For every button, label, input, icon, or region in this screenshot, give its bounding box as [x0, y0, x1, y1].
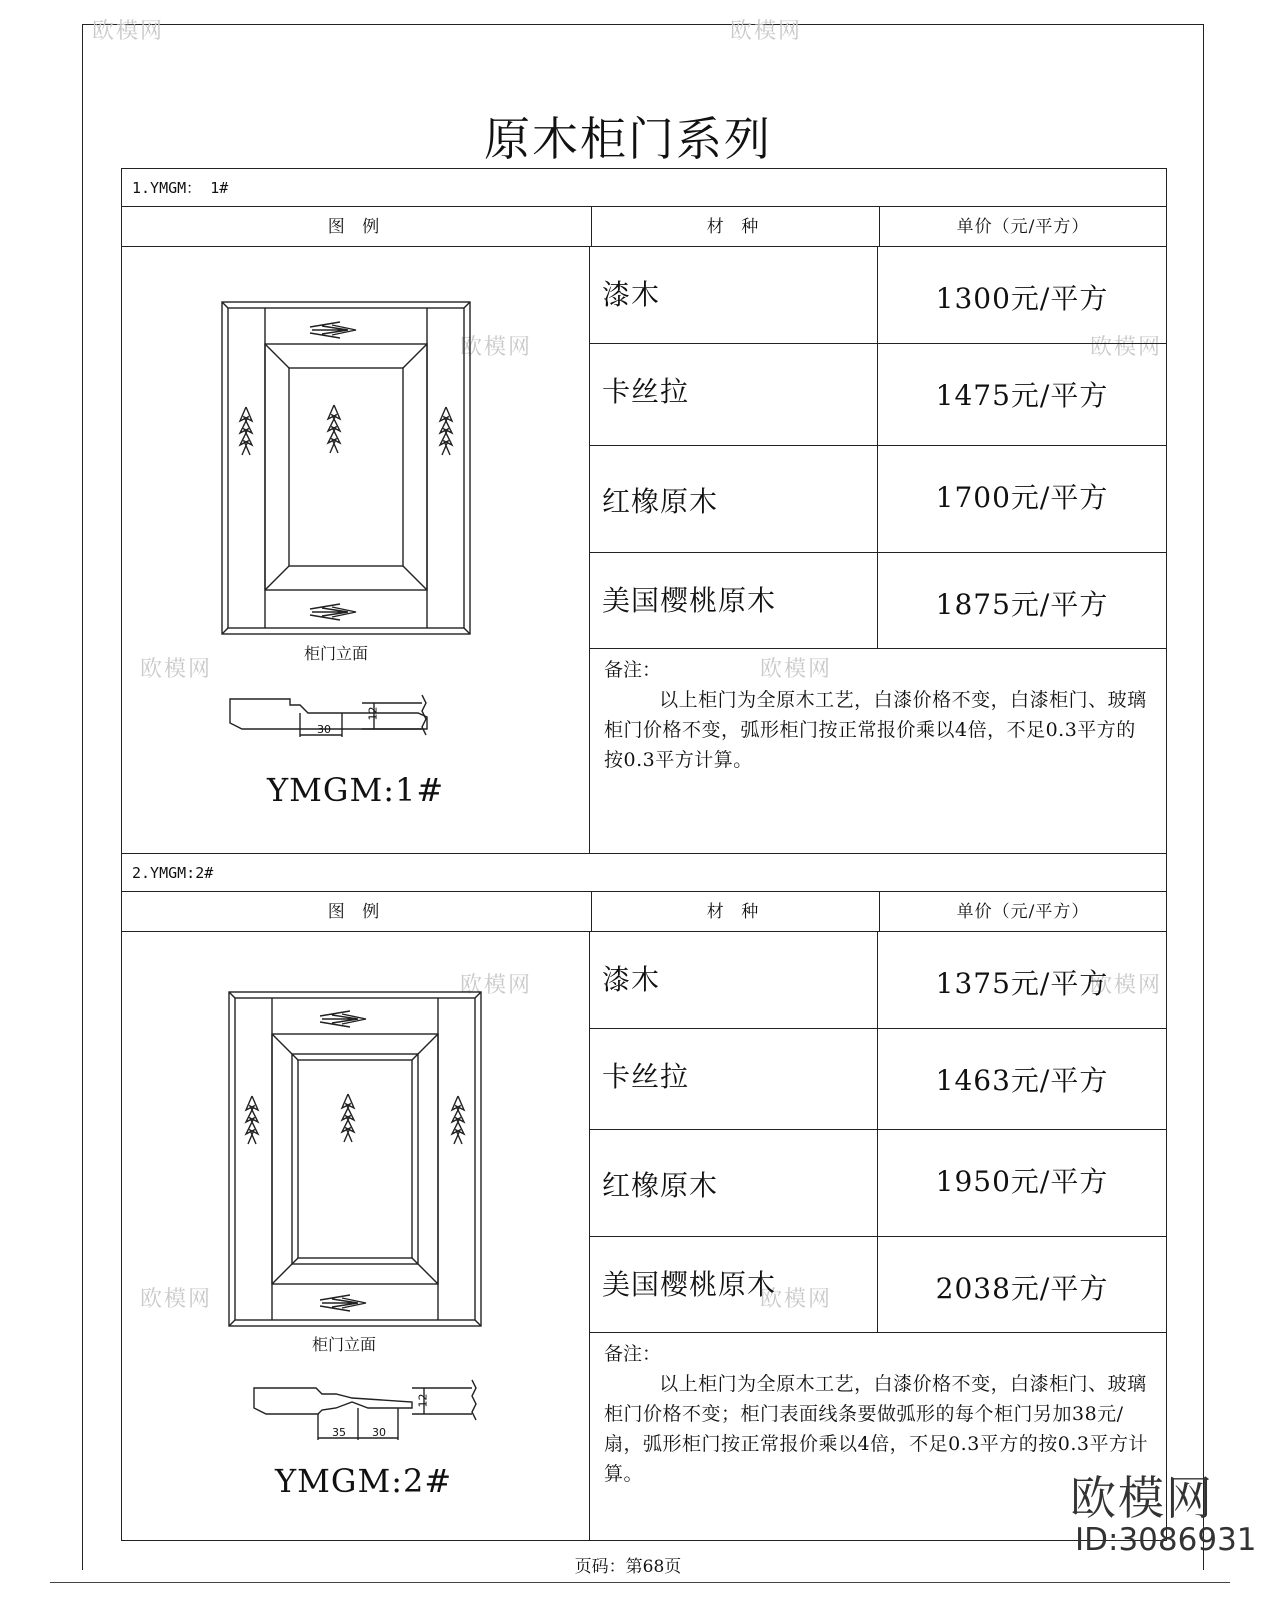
watermark-logo-faint: 欧模网 [1090, 335, 1163, 360]
dimension-label: 12 [366, 706, 380, 721]
material-name: 美国樱桃原木 [590, 553, 878, 648]
material-price: 1375元/平方 [935, 967, 1109, 1000]
watermark-id: ID:3086931 [1075, 1522, 1257, 1558]
price-row [590, 344, 1166, 446]
material-price: 1700元/平方 [935, 481, 1109, 514]
dimension-label: 12 [416, 1393, 430, 1408]
page-number: 页码：第68页 [574, 1557, 682, 1577]
material-price: 1475元/平方 [935, 379, 1109, 412]
section-label: 2.YMGM:2# [122, 854, 1166, 892]
note-text: 以上柜门为全原木工艺，白漆价格不变，白漆柜门、玻璃柜门价格不变；柜门表面线条要做弧形的每个柜门另加38元/扇，弧形柜门按正常报价乘以4倍，不足0.3平方的按0.3平方计算。 [604, 1373, 1149, 1485]
header-price: 单价（元/平方） [956, 902, 1090, 922]
price-row [590, 247, 1166, 344]
dimension-label: 30 [317, 723, 331, 736]
figure-cell [122, 247, 590, 853]
note-block [590, 649, 1166, 781]
figure-caption: 柜门立面 [304, 644, 369, 663]
material-name: 卡丝拉 [590, 1029, 878, 1129]
watermark-logo: 欧模网 [1070, 1471, 1214, 1525]
header-figure: 图 例 [122, 892, 592, 931]
watermark-logo-faint: 欧模网 [760, 1287, 833, 1312]
material-price: 2038元/平方 [935, 1272, 1109, 1305]
material-price: 1300元/平方 [935, 282, 1109, 315]
dimension-label: 35 [332, 1426, 346, 1439]
material-name: 卡丝拉 [590, 344, 878, 445]
figure-caption: 柜门立面 [312, 1335, 377, 1354]
material-price: 1463元/平方 [935, 1064, 1109, 1097]
product-section-1 [121, 168, 1167, 854]
section-label: 1.YMGM： 1# [122, 169, 1166, 207]
watermark-logo-faint: 欧模网 [460, 973, 533, 998]
cabinet-door-drawing [122, 932, 592, 1540]
watermark-logo-faint: 欧模网 [140, 657, 213, 682]
price-row [590, 932, 1166, 1029]
material-price: 1950元/平方 [935, 1165, 1109, 1198]
watermark-logo-faint: 欧模网 [730, 19, 803, 44]
note-title: 备注： [604, 659, 662, 681]
product-section-2 [121, 853, 1167, 1541]
price-row [590, 553, 1166, 649]
material-name: 红橡原木 [590, 1130, 878, 1236]
material-price: 1875元/平方 [935, 588, 1109, 621]
dimension-label: 30 [372, 1426, 386, 1439]
header-material: 材 种 [592, 207, 880, 246]
material-name: 红橡原木 [590, 446, 878, 552]
price-row [590, 1237, 1166, 1333]
watermark-logo-faint: 欧模网 [140, 1287, 213, 1312]
price-row [590, 1029, 1166, 1130]
page-title: 原木柜门系列 [484, 111, 772, 166]
watermark-logo-faint: 欧模网 [1090, 973, 1163, 998]
model-code: YMGM:2# [275, 1462, 453, 1500]
watermark-logo-faint: 欧模网 [460, 335, 533, 360]
bottom-rule [50, 1582, 1230, 1583]
header-figure: 图 例 [122, 207, 592, 246]
header-material: 材 种 [592, 892, 880, 931]
watermark-logo-faint: 欧模网 [760, 657, 833, 682]
table-header [122, 892, 1166, 932]
price-row [590, 1130, 1166, 1237]
note-text: 以上柜门为全原木工艺，白漆价格不变，白漆柜门、玻璃柜门价格不变，弧形柜门按正常报价乘以4倍，不足0.3平方的按0.3平方计算。 [604, 689, 1147, 771]
price-row [590, 446, 1166, 553]
note-title: 备注： [604, 1343, 662, 1365]
figure-cell [122, 932, 590, 1540]
table-header [122, 207, 1166, 247]
model-code: YMGM:1# [267, 771, 445, 809]
header-price: 单价（元/平方） [956, 217, 1090, 237]
material-name: 美国樱桃原木 [590, 1237, 878, 1332]
material-name: 漆木 [590, 932, 878, 1028]
material-name: 漆木 [590, 247, 878, 343]
watermark-logo-faint: 欧模网 [92, 19, 165, 44]
cabinet-door-drawing [122, 247, 592, 853]
